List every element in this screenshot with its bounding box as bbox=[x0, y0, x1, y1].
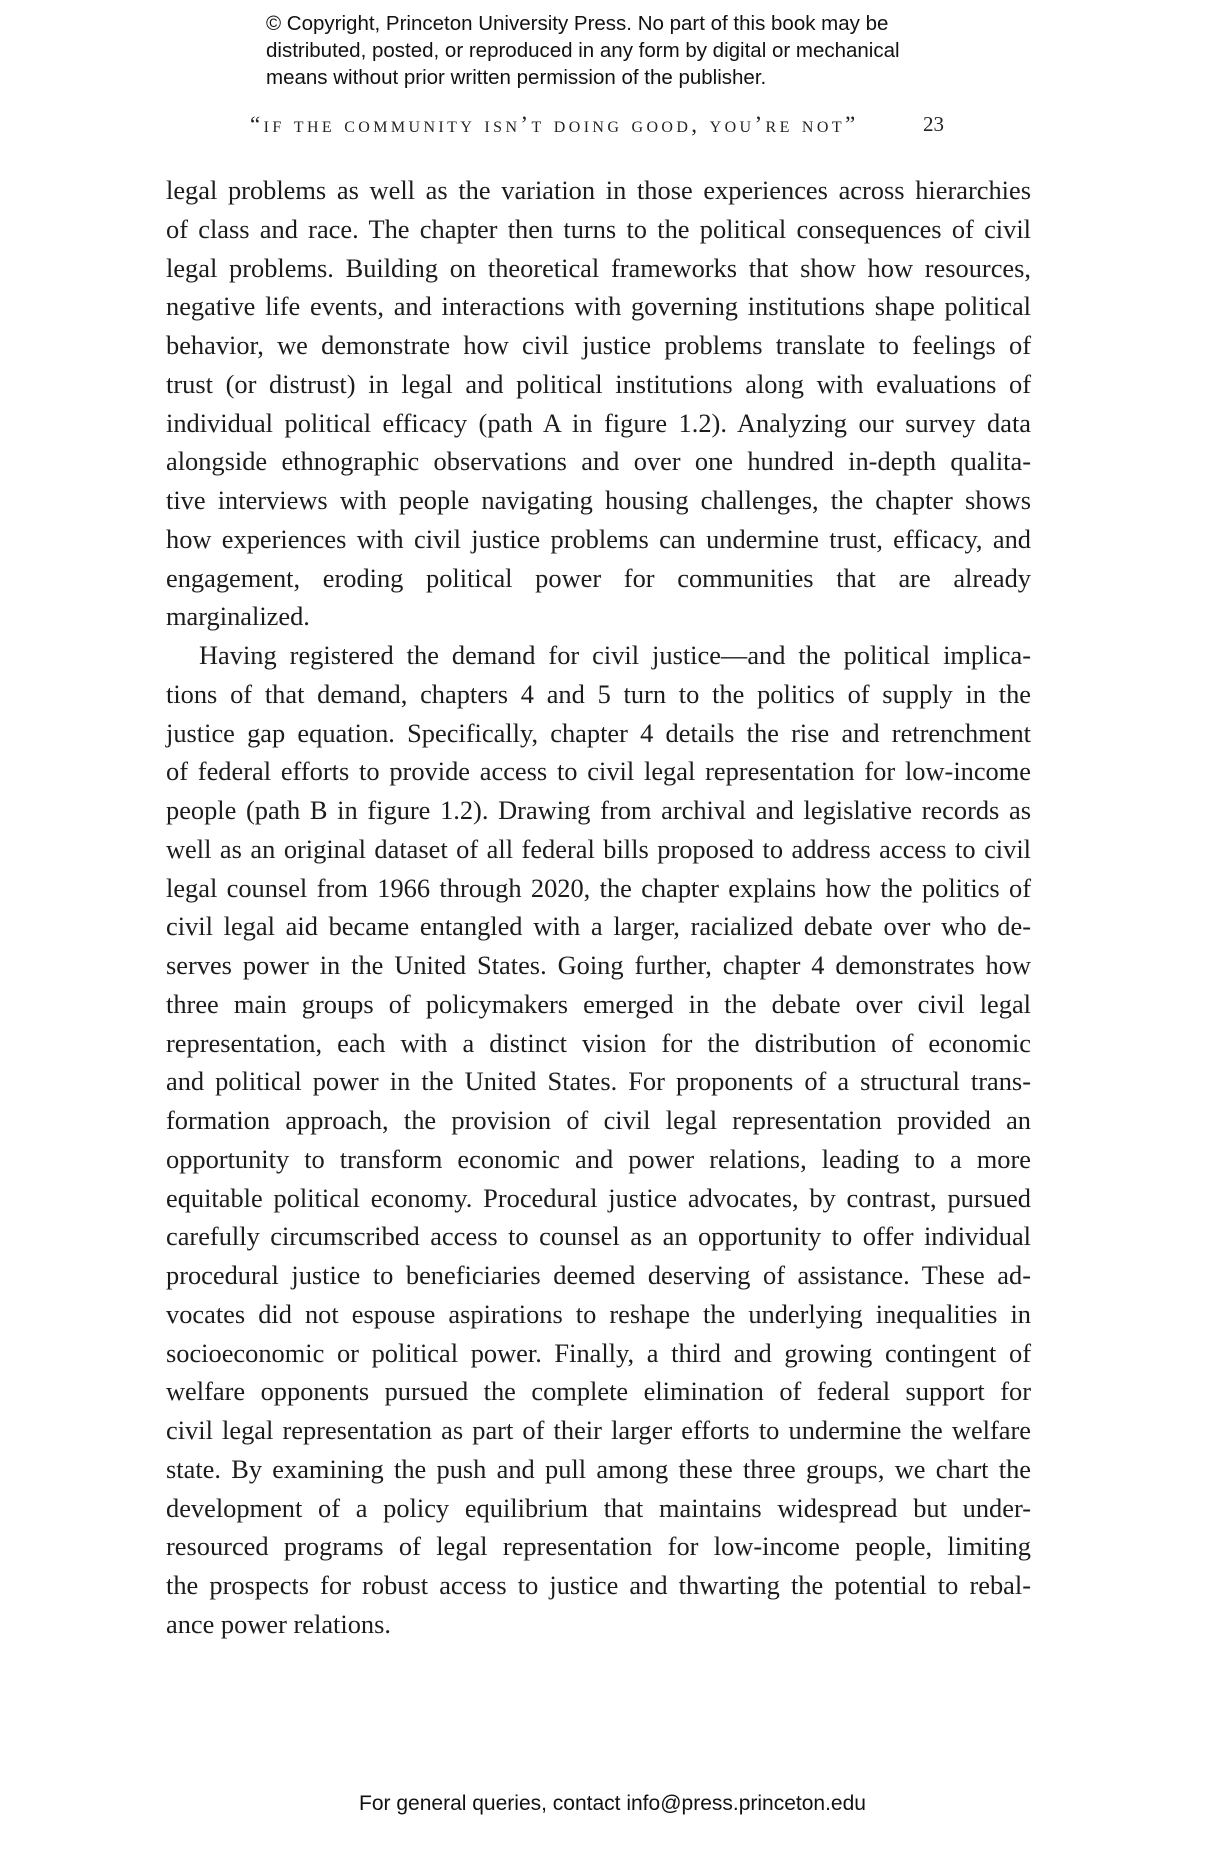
paragraph bbox=[166, 636, 1031, 1644]
text-line: procedural justice to beneficiaries deemed deserving of assistance. These ad- bbox=[166, 1260, 1031, 1290]
text-line: socioeconomic or political power. Finally, a third and growing contingent of bbox=[166, 1337, 1031, 1368]
running-title: “if the community isn’t doing good, you’re not” bbox=[250, 112, 859, 137]
text-line: civil legal representation as part of their larger efforts to undermine the welfare bbox=[166, 1415, 1031, 1445]
text-line: legal problems as well as the variation in those experiences across hierarchies bbox=[166, 175, 1031, 205]
text-line: equitable political economy. Procedural justice advocates, by contrast, pursued bbox=[166, 1182, 1031, 1213]
text-line: behavior, we demonstrate how civil justice problems translate to feelings of bbox=[166, 330, 1031, 360]
text-line: of federal efforts to provide access to civil legal representation for low-income bbox=[166, 756, 1031, 787]
text-line: three main groups of policymakers emerged in the debate over civil legal bbox=[166, 988, 1031, 1019]
text-line: carefully circumscribed access to counsel as an opportunity to offer individual bbox=[166, 1221, 1031, 1252]
text-line: legal counsel from 1966 through 2020, the chapter explains how the politics of bbox=[166, 872, 1031, 903]
text-line: welfare opponents pursued the complete elimination of federal support for bbox=[166, 1376, 1031, 1407]
text-line: legal problems. Building on theoretical frameworks that show how resources, bbox=[166, 252, 1031, 283]
text-line: tive interviews with people navigating housing challenges, the chapter shows bbox=[166, 485, 1031, 515]
page-number: 23 bbox=[923, 112, 944, 136]
text-line: how experiences with civil justice problems can undermine trust, efficacy, and bbox=[166, 523, 1031, 554]
text-line: vocates did not espouse aspirations to reshape the underlying inequalities in bbox=[166, 1298, 1031, 1329]
copyright-line: means without prior written permission of the publisher. bbox=[266, 66, 767, 89]
text-line: alongside ethnographic observations and over one hundred in-depth qualita- bbox=[166, 446, 1031, 477]
running-head bbox=[166, 112, 1026, 142]
text-line: people (path B in figure 1.2). Drawing from archival and legislative records as bbox=[166, 795, 1031, 825]
text-line: negative life events, and interactions with governing institutions shape political bbox=[166, 291, 1031, 322]
text-line: formation approach, the provision of civil legal representation provided an bbox=[166, 1105, 1031, 1135]
text-line: individual political efficacy (path A in figure 1.2). Analyzing our survey data bbox=[166, 407, 1031, 438]
copyright-notice bbox=[266, 10, 966, 91]
text-line: well as an original dataset of all federal bills proposed to address access to civil bbox=[166, 833, 1031, 864]
text-line: state. By examining the push and pull among these three groups, we chart the bbox=[166, 1453, 1031, 1484]
copyright-line: © Copyright, Princeton University Press. No part of this book may be bbox=[266, 12, 889, 35]
text-line: resourced programs of legal representation for low-income people, limiting bbox=[166, 1531, 1031, 1562]
text-line: representation, each with a distinct vision for the distribution of economic bbox=[166, 1027, 1031, 1058]
text-line: serves power in the United States. Going further, chapter 4 demonstrates how bbox=[166, 950, 1031, 980]
text-line: trust (or distrust) in legal and political institutions along with evaluations of bbox=[166, 368, 1031, 399]
text-line: engagement, eroding political power for communities that are already bbox=[166, 562, 1031, 593]
text-line: justice gap equation. Specifically, chapter 4 details the rise and retrenchment bbox=[166, 717, 1031, 748]
text-line: of class and race. The chapter then turns to the political consequences of civil bbox=[166, 213, 1031, 244]
paragraph bbox=[166, 171, 1031, 636]
copyright-line: distributed, posted, or reproduced in any form by digital or mechanical bbox=[266, 39, 900, 62]
text-line: ance power relations. bbox=[166, 1608, 391, 1639]
text-line: the prospects for robust access to justice and thwarting the potential to rebal- bbox=[166, 1570, 1031, 1600]
text-line: and political power in the United States. For proponents of a structural trans- bbox=[166, 1066, 1031, 1097]
body-text bbox=[166, 171, 1031, 1644]
text-line: civil legal aid became entangled with a larger, racialized debate over who de- bbox=[166, 911, 1031, 942]
text-line: development of a policy equilibrium that maintains widespread but under- bbox=[166, 1492, 1031, 1523]
footer-contact: For general queries, contact info@press.princeton.edu bbox=[359, 1792, 866, 1815]
text-line: opportunity to transform economic and power relations, leading to a more bbox=[166, 1143, 1031, 1174]
text-line: marginalized. bbox=[166, 601, 310, 632]
text-line: Having registered the demand for civil justice—and the political implica- bbox=[199, 640, 1031, 670]
text-line: tions of that demand, chapters 4 and 5 turn to the politics of supply in the bbox=[166, 678, 1031, 709]
